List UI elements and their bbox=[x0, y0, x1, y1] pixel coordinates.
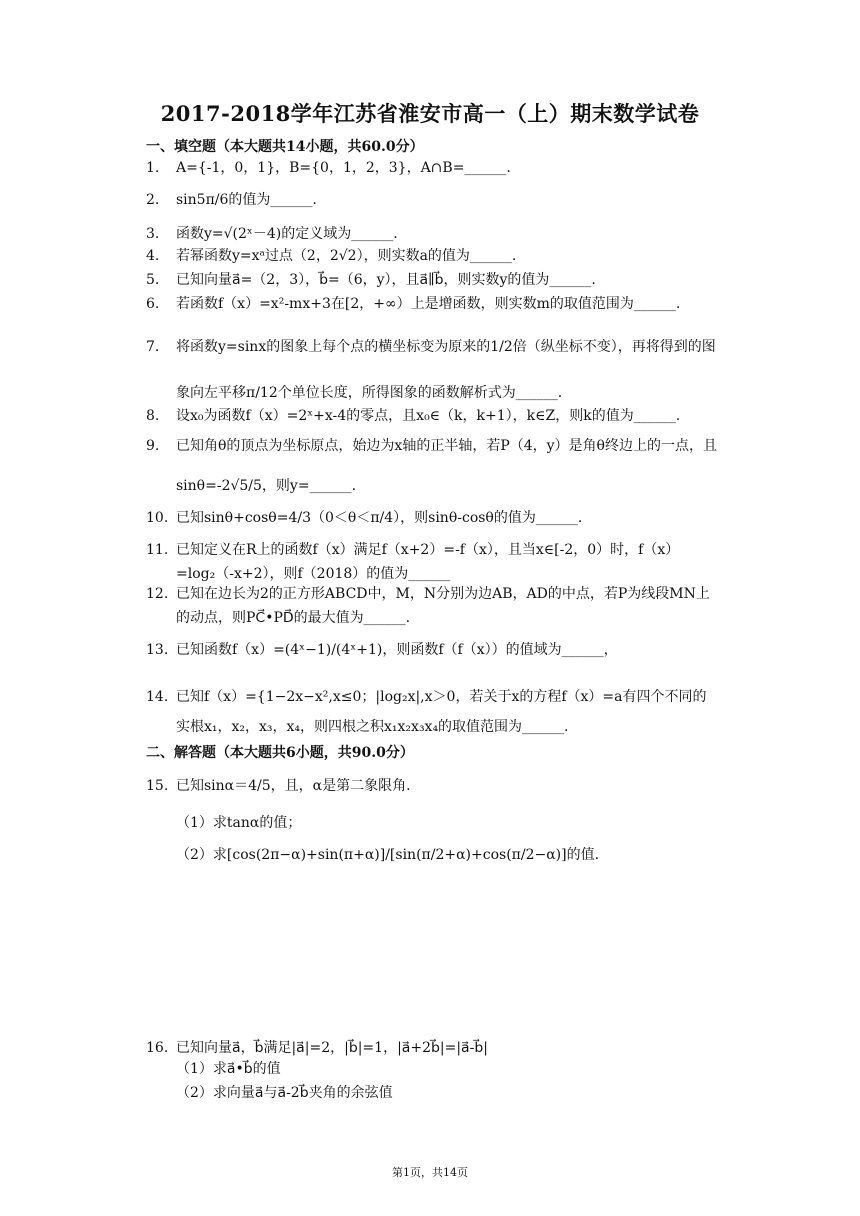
question-number: 7. bbox=[146, 339, 160, 355]
question-text: 已知向量a⃗，b⃗满足|a⃗|=2，|b⃗|=1，|a⃗+2b⃗|=|a⃗-b⃗| bbox=[176, 1040, 488, 1056]
question-4 bbox=[146, 244, 718, 268]
page-title: 2017-2018学年江苏省淮安市高一（上）期末数学试卷 bbox=[160, 101, 700, 126]
question-1 bbox=[146, 156, 718, 180]
question-text: 将函数y=sinx的图象上每个点的横坐标变为原来的1/2倍（纵坐标不变），再将得到的图象向左平移π/12个单位长度，所得图象的函数解析式为______. bbox=[176, 339, 716, 401]
question-number: 4. bbox=[146, 248, 160, 264]
question-number: 11. bbox=[146, 542, 169, 558]
question-number: 13. bbox=[146, 642, 169, 658]
question-number: 9. bbox=[146, 438, 160, 454]
question-text: 若函数f（x）=x²-mx+3在[2，+∞）上是增函数，则实数m的取值范围为______. bbox=[176, 296, 681, 312]
question-number: 5. bbox=[146, 272, 160, 288]
question-text: 已知函数f（x）=(4ˣ−1)/(4ˣ+1)，则函数f（f（x））的值域为______， bbox=[176, 642, 618, 658]
question-number: 2. bbox=[146, 192, 160, 208]
question-text: sin5π/6的值为______. bbox=[176, 192, 317, 208]
question-text: 已知sinθ+cosθ=4/3（0＜θ＜π/4），则sinθ-cosθ的值为______. bbox=[176, 510, 583, 526]
question-number: 12. bbox=[146, 586, 169, 602]
question-number: 16. bbox=[146, 1040, 169, 1056]
question-text: 已知sinα＝4/5，且，α是第二象限角. bbox=[176, 778, 411, 794]
page-footer: 第1页，共14页 bbox=[392, 1166, 468, 1179]
question-9 bbox=[146, 426, 718, 506]
question-text: 已知定义在R上的函数f（x）满足f（x+2）=-f（x），且当x∈[-2，0）时，f（x）=log₂（-x+2），则f（2018）的值为______ bbox=[176, 542, 680, 582]
question-text: 已知向量a⃗=（2，3），b⃗=（6，y），且a⃗∥b⃗，则实数y的值为______. bbox=[176, 272, 596, 288]
question-7 bbox=[146, 324, 718, 416]
question-number: 1. bbox=[146, 160, 160, 176]
question-text: A={-1，0，1}，B={0，1，2，3}，A∩B=______. bbox=[176, 160, 511, 176]
question-15 bbox=[146, 774, 718, 798]
question-13 bbox=[146, 638, 718, 662]
section-heading-fill-blank: 一、填空题（本大题共14小题，共60.0分） bbox=[146, 139, 424, 155]
q15-subquestion-2: （2）求[cos(2π−α)+sin(π+α)]/[sin(π/2+α)+cos(π/2−α)]的值. bbox=[176, 847, 600, 863]
question-text: 若幂函数y=xᵃ过点（2，2√2），则实数a的值为______. bbox=[176, 248, 517, 264]
question-number: 14. bbox=[146, 689, 169, 705]
question-text: 已知在边长为2的正方形ABCD中，M，N分别为边AB，AD的中点，若P为线段MN上的动点，则PC⃗•PD⃗的最大值为______. bbox=[176, 586, 710, 626]
q16-subquestion-1: （1）求a⃗•b⃗的值 bbox=[176, 1061, 281, 1077]
question-number: 6. bbox=[146, 296, 160, 312]
question-11 bbox=[146, 538, 718, 586]
question-text: 已知角θ的顶点为坐标原点，始边为x轴的正半轴，若P（4，y）是角θ终边上的一点，且sinθ=-2√5/5，则y=______. bbox=[176, 438, 717, 494]
question-3 bbox=[146, 222, 718, 246]
question-number: 3. bbox=[146, 226, 160, 242]
question-10 bbox=[146, 506, 718, 530]
question-8 bbox=[146, 404, 718, 428]
section-heading-solutions: 二、解答题（本大题共6小题，共90.0分） bbox=[146, 745, 414, 761]
question-text: 已知f（x）={1−2x−x²,x≤0；|log₂x|,x＞0，若关于x的方程f（x）=a有四个不同的实根x₁，x₂，x₃，x₄，则四根之积x₁x₂x₃x₄的取值范围为______. bbox=[176, 689, 707, 735]
question-number: 15. bbox=[146, 778, 169, 794]
question-14 bbox=[146, 682, 718, 742]
question-2 bbox=[146, 188, 718, 212]
question-16 bbox=[146, 1036, 718, 1060]
question-number: 8. bbox=[146, 408, 160, 424]
question-text: 函数y=√(2ˣ－4)的定义域为______. bbox=[176, 226, 398, 242]
q15-subquestion-1: （1）求tanα的值； bbox=[176, 815, 302, 831]
question-text: 设x₀为函数f（x）=2ˣ+x-4的零点，且x₀∈（k，k+1），k∈Z，则k的值为______. bbox=[176, 408, 681, 424]
question-5 bbox=[146, 268, 718, 292]
q16-subquestion-2: （2）求向量a⃗与a⃗-2b⃗夹角的余弦值 bbox=[176, 1085, 393, 1101]
question-number: 10. bbox=[146, 510, 169, 526]
question-6 bbox=[146, 292, 718, 316]
question-12 bbox=[146, 582, 718, 630]
